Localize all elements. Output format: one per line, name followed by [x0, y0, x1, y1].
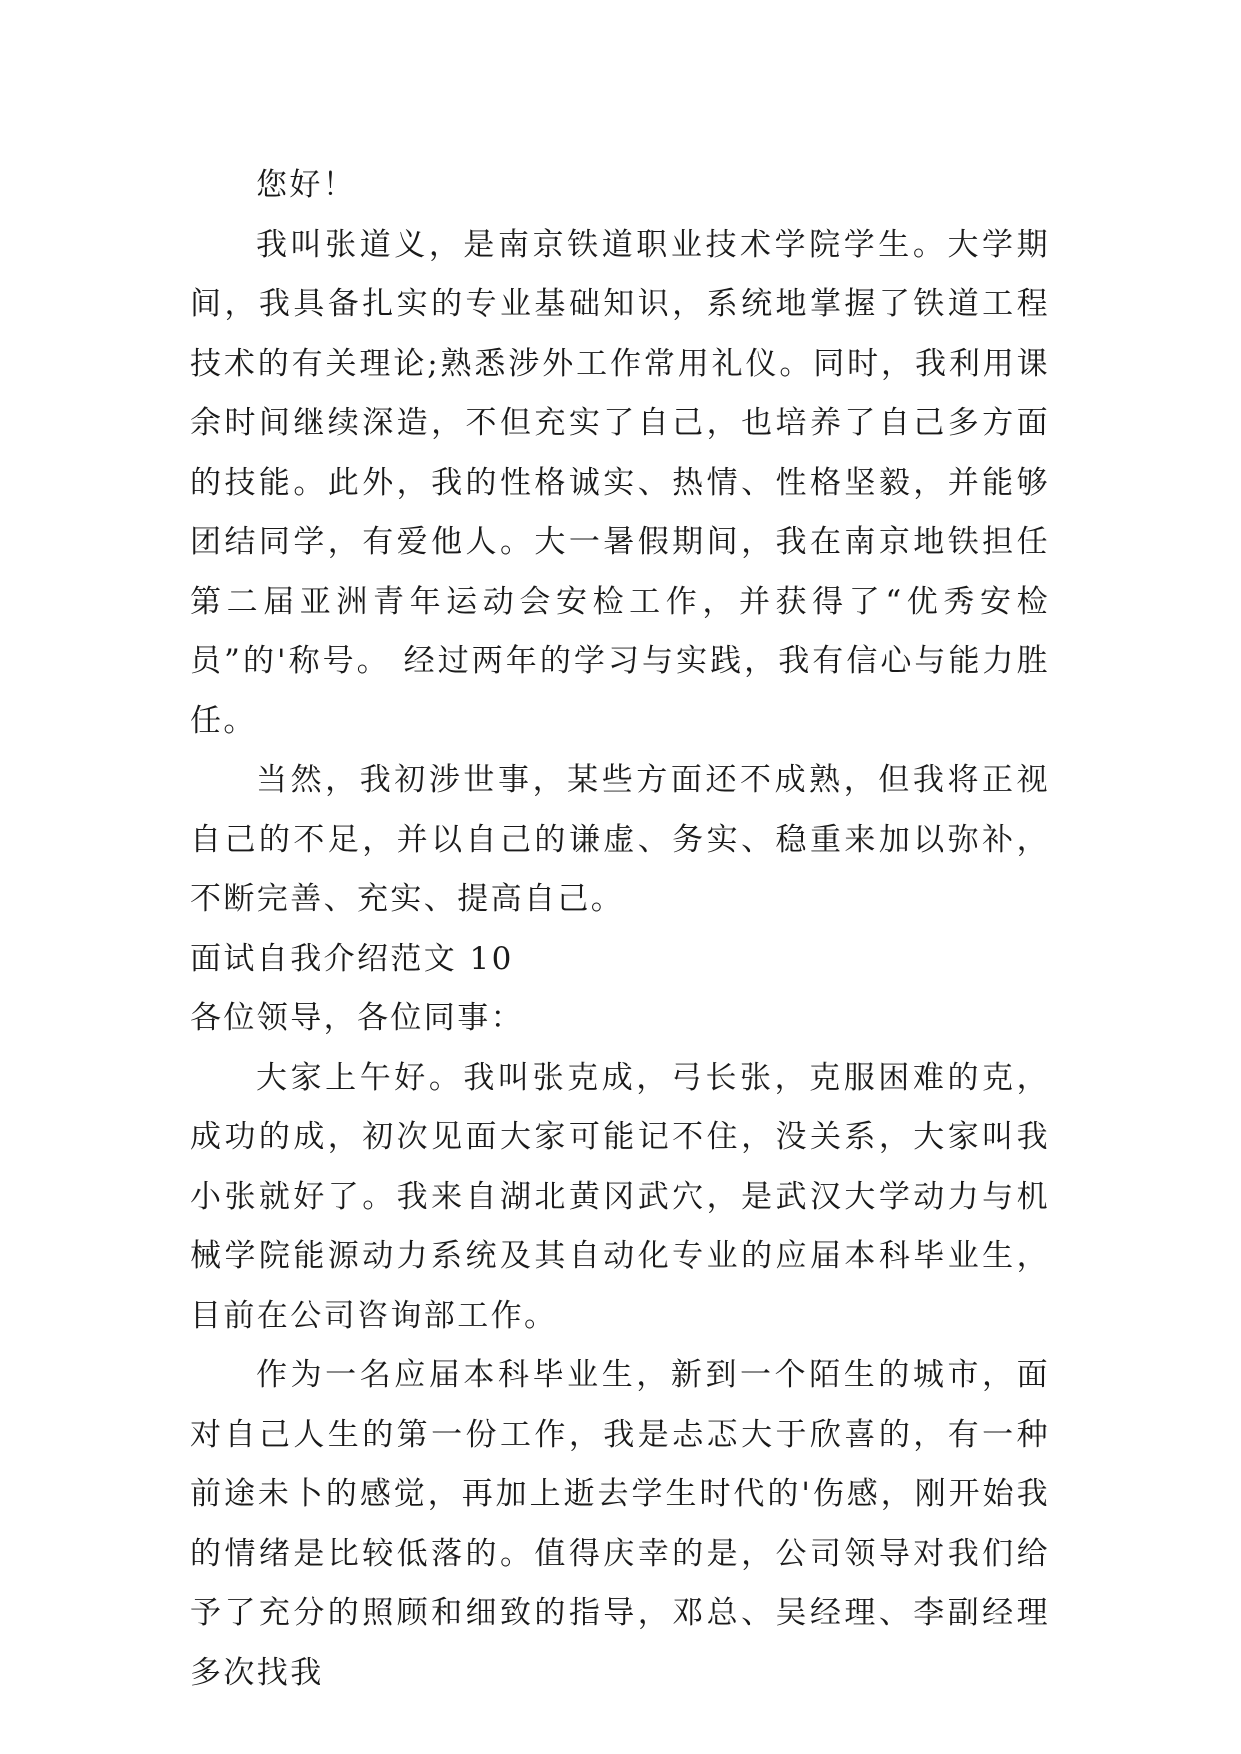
body-paragraph: 大家上午好。我叫张克成，弓长张，克服困难的克，成功的成，初次见面大家可能记不住，没关系，大家叫我小张就好了。我来自湖北黄冈武穴，是武汉大学动力与机械学院能源动力系统及其自动化专业的应届本科毕业生，目前在公司咨询部工作。 — [190, 1059, 1050, 1334]
salutation: 各位领导，各位同事： — [190, 1000, 524, 1036]
body-paragraph: 我叫张道义，是南京铁道职业技术学院学生。大学期间，我具备扎实的专业基础知识，系统地掌握了铁道工程技术的有关理论;熟悉涉外工作常用礼仪。同时，我利用课余时间继续深造，不但充实了自己，也培养了自己多方面的技能。此外，我的性格诚实、热情、性格坚毅，并能够团结同学，有爱他人。大一暑假期间，我在南京地铁担任第二届亚洲青年运动会安检工作，并获得了“优秀安检员”的'称号。 经过两年的学习与实践，我有信心与能力胜任。 — [190, 226, 1050, 739]
section-heading: 面试自我介绍范文 10 — [190, 940, 514, 977]
body-paragraph: 当然，我初涉世事，某些方面还不成熟，但我将正视自己的不足，并以自己的谦虚、务实、稳重来加以弥补，不断完善、充实、提高自己。 — [190, 762, 1050, 917]
greeting-paragraph: 您好！ — [256, 167, 357, 203]
document-body — [190, 156, 1050, 1703]
body-paragraph: 作为一名应届本科毕业生，新到一个陌生的城市，面对自己人生的第一份工作，我是忐忑大于欣喜的，有一种前途未卜的感觉，再加上逝去学生时代的'伤感，刚开始我的情绪是比较低落的。值得庆幸的是，公司领导对我们给予了充分的照顾和细致的指导，邓总、吴经理、李副经理多次找我 — [190, 1357, 1050, 1691]
